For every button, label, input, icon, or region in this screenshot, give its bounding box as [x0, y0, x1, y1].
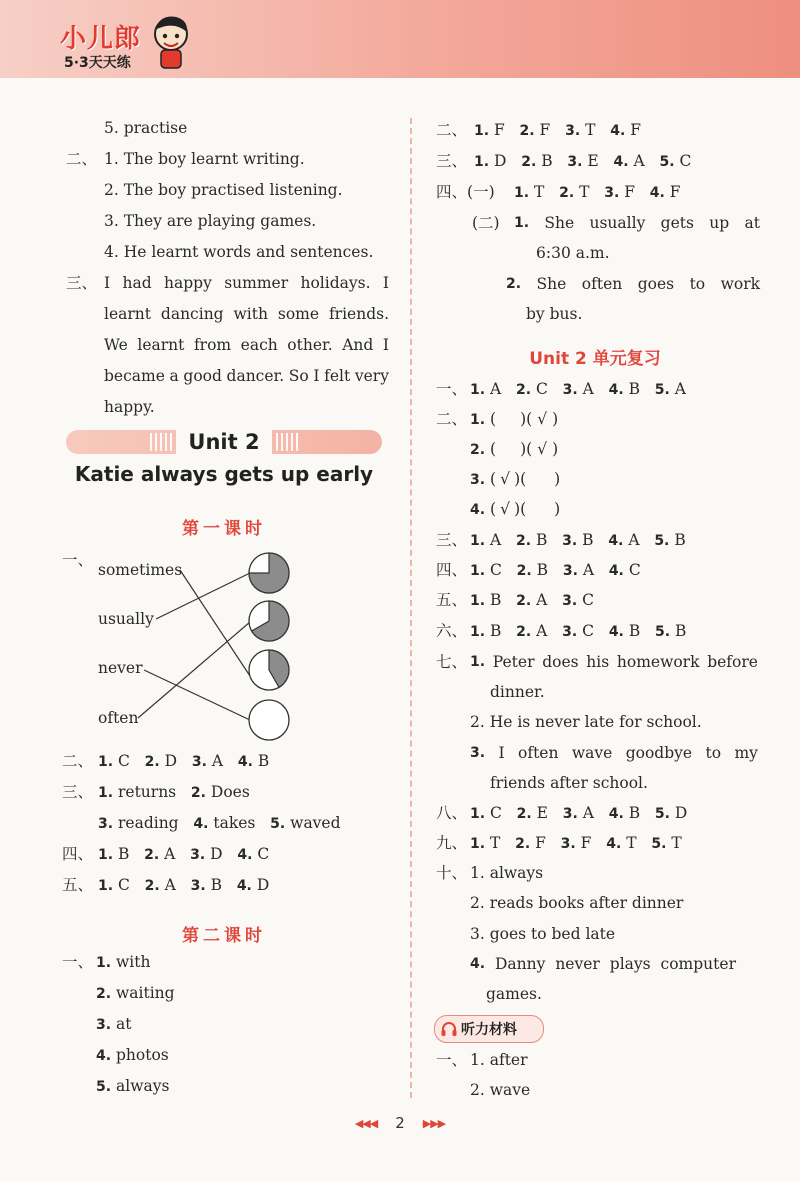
answer-line: 2. waiting: [96, 984, 175, 1002]
answer-row: 1. B 2. A 3. D 4. C: [98, 845, 270, 863]
section-marker: 五、: [62, 876, 94, 894]
prev-arrows-icon: ◀◀◀: [354, 1116, 378, 1130]
answer-row: 1. T 2. T 3. F 4. F: [514, 183, 681, 201]
section-marker: 七、: [436, 653, 468, 671]
section-marker: 三、: [66, 274, 98, 292]
answer-row: 1. B 2. A 3. C 4. B 5. B: [470, 622, 687, 640]
section-marker: 十、: [436, 864, 468, 882]
answer-line: 4. Danny never plays computer: [470, 955, 736, 973]
listening-material-badge: [434, 1015, 544, 1043]
column-divider: [410, 118, 412, 1098]
section-marker: 三、: [436, 531, 468, 549]
section-marker: 三、: [436, 152, 468, 170]
section-marker: 六、: [436, 622, 468, 640]
match-word: sometimes: [98, 561, 183, 579]
lesson-heading: 第二课时: [182, 926, 266, 946]
lesson-heading: 第一课时: [182, 519, 266, 539]
paragraph-line: became a good dancer. So I felt very: [104, 367, 389, 385]
unit-title: Katie always gets up early: [74, 462, 374, 486]
pie-three-quarters: [249, 553, 289, 593]
answer-line: 5. practise: [104, 119, 188, 137]
answer-line: by bus.: [526, 305, 583, 323]
section-marker: 二、: [66, 150, 98, 168]
section-marker: 一、: [62, 953, 94, 971]
paragraph-line: happy.: [104, 398, 155, 416]
banner-stripes: [276, 433, 298, 451]
unit-label: Unit 2: [176, 426, 272, 458]
pie-empty: [249, 700, 289, 740]
section-marker: 二、: [436, 410, 468, 428]
answer-row: 1. C 2. D 3. A 4. B: [98, 752, 270, 770]
review-heading: Unit 2 单元复习: [529, 349, 661, 369]
answer-line: dinner.: [490, 683, 545, 701]
section-marker: 二、: [62, 752, 94, 770]
answer-line: 3. They are playing games.: [104, 212, 317, 230]
page-footer: [330, 1112, 470, 1134]
answer-row: 3. reading 4. takes 5. waved: [98, 814, 341, 832]
answer-row: 1. T 2. F 3. F 4. T 5. T: [470, 834, 682, 852]
answer-line: 5. always: [96, 1077, 170, 1095]
match-line: [180, 570, 250, 676]
section-marker: (二): [472, 214, 500, 232]
match-word: often: [98, 709, 139, 727]
match-line: [156, 573, 250, 619]
match-line: [144, 670, 250, 720]
answer-row: 1. C 2. E 3. A 4. B 5. D: [470, 804, 688, 822]
section-marker: 一、: [436, 380, 468, 398]
section-marker: 二、: [436, 121, 468, 139]
section-marker: 四、: [62, 845, 94, 863]
answer-line: 4. He learnt words and sentences.: [104, 243, 374, 261]
answer-line: 3. I often wave goodbye to my: [470, 744, 758, 762]
check-row: 1. ( )( √ ): [470, 410, 559, 428]
series-name: 5·3天天练: [64, 55, 131, 71]
listening-label: 听力材料: [461, 1022, 517, 1038]
page-number: 2: [395, 1114, 405, 1132]
answer-line: 2. reads books after dinner: [470, 894, 684, 912]
answer-row: 1. C 2. A 3. B 4. D: [98, 876, 270, 894]
answer-line: 1. The boy learnt writing.: [104, 150, 305, 168]
answer-row: 1. D 2. B 3. E 4. A 5. C: [474, 152, 692, 170]
section-marker: 一、: [436, 1051, 468, 1069]
section-marker: 五、: [436, 591, 468, 609]
section-marker: 三、: [62, 783, 94, 801]
section-marker: 八、: [436, 804, 468, 822]
pie-two-thirds: [249, 601, 289, 641]
mascot-icon: [148, 12, 194, 72]
answer-row: 1. A 2. C 3. A 4. B 5. A: [470, 380, 686, 398]
answer-line: 2. The boy practised listening.: [104, 181, 343, 199]
next-arrows-icon: ▶▶▶: [422, 1116, 446, 1130]
check-row: 4. ( √ )( ): [470, 500, 561, 518]
section-marker: 四、: [436, 561, 468, 579]
unit-banner: [66, 430, 382, 454]
answer-line: 3. at: [96, 1015, 132, 1033]
check-row: 2. ( )( √ ): [470, 440, 559, 458]
paragraph-line: We learnt from each other. And I: [104, 336, 389, 354]
matching-diagram: [60, 540, 320, 745]
answer-row: 1. A 2. B 3. B 4. A 5. B: [470, 531, 686, 549]
answer-row: 1. C 2. B 3. A 4. C: [470, 561, 641, 579]
pie-half: [249, 650, 289, 690]
answer-line: 6:30 a.m.: [536, 244, 610, 262]
answer-line: 1. with: [96, 953, 151, 971]
answer-line: 1. always: [470, 864, 544, 882]
section-marker: 九、: [436, 834, 468, 852]
answer-line: 1. Peter does his homework before: [470, 653, 758, 671]
section-marker: 四、(一): [436, 183, 495, 201]
answer-row: 1. B 2. A 3. C: [470, 591, 595, 609]
match-word: usually: [98, 610, 154, 628]
answer-line: friends after school.: [490, 774, 648, 792]
answer-line: 3. goes to bed late: [470, 925, 616, 943]
headphones-icon: [440, 1020, 458, 1038]
answer-row: 1. F 2. F 3. T 4. F: [474, 121, 641, 139]
answer-row: 1. returns 2. Does: [98, 783, 250, 801]
answer-line: 1. after: [470, 1051, 528, 1069]
paragraph-line: I had happy summer holidays. I: [104, 274, 389, 292]
match-word: never: [98, 659, 143, 677]
banner-stripes: [150, 433, 172, 451]
section-marker: 一、: [62, 551, 94, 569]
answer-line: 2. He is never late for school.: [470, 713, 702, 731]
answer-line: 2. wave: [470, 1081, 531, 1099]
answer-line: 1. She usually gets up at: [514, 214, 760, 232]
answer-line: 4. photos: [96, 1046, 169, 1064]
answer-line: 2. She often goes to work: [506, 275, 760, 293]
header-banner: [0, 0, 800, 78]
brand-logo-text: 小儿郎: [60, 24, 142, 54]
check-row: 3. ( √ )( ): [470, 470, 561, 488]
match-line: [138, 622, 250, 718]
paragraph-line: learnt dancing with some friends.: [104, 305, 389, 323]
answer-line: games.: [486, 985, 542, 1003]
